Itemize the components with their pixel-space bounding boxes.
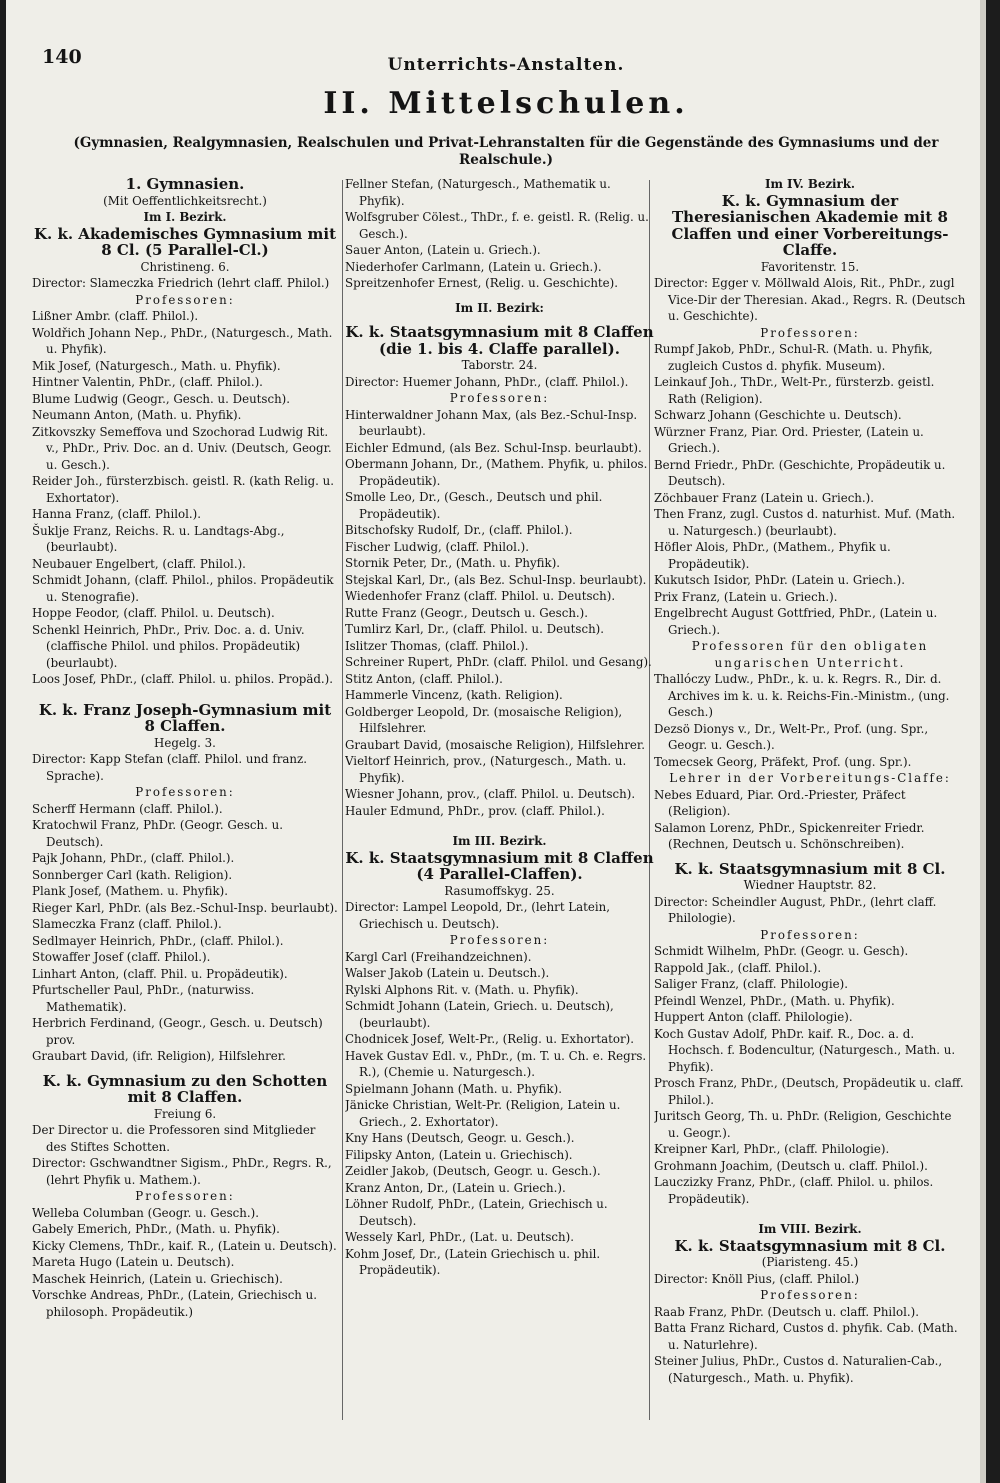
professor-list: [32, 801, 338, 1065]
spacer: [345, 819, 654, 833]
professor-list: [32, 308, 338, 688]
heading-note: (Mit Oeffentlichkeitsrecht.): [103, 193, 267, 208]
list-entry: Salamon Lorenz, PhDr., Spickenreiter Friedr. (Rechnen, Deutsch u. Schönschreiben).: [654, 820, 925, 851]
director: Director: Gschwandtner Sigism., PhDr., Regrs. R., (lehrt Phyfik u. Mathem.).: [32, 1156, 332, 1187]
school-title: K. k. Staatsgymnasium mit 8 Cl.: [674, 1236, 946, 1255]
district-heading: Im IV. Bezirk.: [764, 177, 856, 191]
list-entry: Schmidt Wilhelm, PhDr. (Geogr. u. Gesch).: [654, 944, 909, 958]
list-entry: Wiesner Johann, prov., (claff. Philol. u. Deutsch).: [345, 787, 636, 801]
list-entry: Obermann Johann, Dr., (Mathem. Phyfik, u. philos. Propädeutik).: [345, 457, 648, 488]
list-entry: Hinterwaldner Johann Max, (als Bez.-Schul-Insp. beurlaubt).: [345, 407, 638, 438]
list-entry: Sauer Anton, (Latein u. Griech.).: [345, 243, 541, 257]
list-entry: Prix Franz, (Latein u. Griech.).: [654, 589, 838, 604]
list-entry: Bernd Friedr., PhDr. (Geschichte, Propädeutik u. Deutsch).: [654, 457, 946, 488]
list-entry: Würzner Franz, Piar. Ord. Priester, (Latein u. Griech.).: [654, 424, 924, 455]
school-address: Favoritenstr. 15.: [760, 259, 860, 274]
list-entry: Schwarz Johann (Geschichte u. Deutsch).: [654, 408, 902, 422]
school-address: Hegelg. 3.: [154, 735, 216, 750]
list-entry: Hammerle Vincenz, (kath. Religion).: [345, 688, 563, 702]
list-entry: Blume Ludwig (Geogr., Gesch. u. Deutsch).: [32, 391, 291, 406]
list-entry: Graubart David, (mosaische Religion), Hilfslehrer.: [345, 737, 645, 752]
list-entry: Stitz Anton, (claff. Philol.).: [345, 671, 503, 686]
professor-list: [32, 1205, 338, 1321]
list-entry: Fischer Ludwig, (claff. Philol.).: [345, 539, 530, 554]
list-entry: Engelbrecht August Gottfried, PhDr., (Latein u. Griech.).: [654, 606, 938, 637]
list-entry: Rieger Karl, PhDr. (als Bez.-Schul-Insp. beurlaubt).: [32, 900, 338, 915]
spacer: [654, 1207, 966, 1221]
list-entry: Schmidt Johann, (claff. Philol., philos. Propädeutik u. Stenografie).: [32, 573, 334, 604]
school-title: K. k. Staatsgymnasium mit 8 Cl.: [674, 859, 946, 878]
page-number: 140: [42, 46, 82, 68]
school-title: K. k. Staatsgymnasium mit 8 Claffen (4 Parallel-Claffen).: [345, 848, 654, 883]
list-entry: Zeidler Jakob, (Deutsch, Geogr. u. Gesch.).: [345, 1164, 601, 1178]
column-1: [32, 176, 338, 1320]
director: Director: Slameczka Friedrich (lehrt claff. Philol.): [32, 276, 330, 290]
director: Director: Egger v. Möllwald Alois, Rit., PhDr., zugl Vice-Dir der Theresian. Akad., Regrs. R. (Deutsch u. Geschichte).: [654, 276, 966, 323]
list-entry: Wiedenhofer Franz (claff. Philol. u. Deutsch).: [345, 589, 616, 603]
list-entry: Spreitzenhofer Ernest, (Relig. u. Geschichte).: [345, 276, 618, 290]
list-entry: Hanna Franz, (claff. Philol.).: [32, 507, 202, 521]
list-entry: Gabely Emerich, PhDr., (Math. u. Phyfik).: [32, 1222, 280, 1236]
spacer: [32, 688, 338, 702]
preparatory-teachers-label: Lehrer in der Vorbereitungs-Claffe:: [669, 771, 951, 785]
column-2: [345, 176, 654, 1279]
district-heading: Im VIII. Bezirk.: [758, 1222, 862, 1236]
list-entry: Steiner Julius, PhDr., Custos d. Naturalien-Cab., (Naturgesch., Math. u. Phyfik).: [654, 1354, 943, 1385]
list-entry: Vorschke Andreas, PhDr., (Latein, Griechisch u. philosoph. Propädeutik.): [32, 1288, 317, 1319]
list-entry: Lißner Ambr. (claff. Philol.).: [32, 309, 199, 323]
hungarian-professors-label: Professoren für den obligaten ungarischen Unterricht.: [691, 639, 929, 670]
director: Director: Scheindler August, PhDr., (lehrt claff. Philologie).: [654, 894, 937, 925]
school-title: K. k. Franz Joseph-Gymnasium mit 8 Claffen.: [38, 700, 332, 735]
professor-list: [654, 671, 966, 770]
list-entry: Neumann Anton, (Math. u. Phyfik).: [32, 408, 242, 422]
list-entry: Rylski Alphons Rit. v. (Math. u. Phyfik).: [345, 982, 579, 997]
professors-label: Professoren:: [760, 927, 860, 942]
list-entry: Hoppe Feodor, (claff. Philol. u. Deutsch).: [32, 606, 275, 620]
list-entry: Thallóczy Ludw., PhDr., k. u. k. Regrs. R., Dir. d. Archives im k. u. k. Reichs-Fin.-Ministm., (ung. Gesch.): [654, 672, 950, 719]
heading: 1. Gymnasien.: [125, 176, 245, 193]
list-entry: Havek Gustav Edl. v., PhDr., (m. T. u. Ch. e. Regrs. R.), (Chemie u. Naturgesch.).: [345, 1048, 647, 1079]
list-entry: Tumlirz Karl, Dr., (claff. Philol. u. Deutsch).: [345, 622, 605, 636]
list-entry: Niederhofer Carlmann, (Latein u. Griech.).: [345, 259, 602, 274]
list-entry: Zöchbauer Franz (Latein u. Griech.).: [654, 490, 875, 505]
school-address: Freiung 6.: [153, 1106, 217, 1121]
professor-list: [654, 943, 966, 1207]
list-entry: Kargl Carl (Freihandzeichnen).: [345, 949, 532, 964]
school-address: Rasumoffskyg. 25.: [444, 883, 555, 898]
list-entry: Nebes Eduard, Piar. Ord.-Priester, Präfect (Religion).: [654, 787, 906, 818]
list-entry: Loos Josef, PhDr., (claff. Philol. u. philos. Propäd.).: [32, 672, 334, 686]
school-title: K. k. Staatsgymnasium mit 8 Claffen (die 1. bis 4. Claffe parallel).: [345, 323, 654, 358]
professor-list: [654, 1304, 966, 1387]
list-entry: Rumpf Jakob, PhDr., Schul-R. (Math. u. Phyfik, zugleich Custos d. phyfik. Museum).: [654, 342, 933, 373]
professors-label: Professoren:: [449, 933, 550, 947]
list-entry: Löhner Rudolf, PhDr., (Latein, Griechisch u. Deutsch).: [345, 1197, 608, 1228]
list-entry: Stornik Peter, Dr., (Math. u. Phyfik).: [345, 556, 561, 570]
list-entry: Rutte Franz (Geogr., Deutsch u. Gesch.).: [345, 605, 589, 620]
list-entry: Linhart Anton, (claff. Phil. u. Propädeutik).: [32, 966, 288, 981]
list-entry: Dezsö Dionys v., Dr., Welt-Pr., Prof. (ung. Spr., Geogr. u. Gesch.).: [654, 721, 929, 752]
school-address: Wiedner Hauptstr. 82.: [743, 878, 877, 892]
list-entry: Wessely Karl, PhDr., (Lat. u. Deutsch).: [345, 1230, 574, 1244]
column-divider: [342, 180, 343, 1420]
list-entry: Raab Franz, PhDr. (Deutsch u. claff. Philol.).: [654, 1304, 919, 1319]
list-entry: Batta Franz Richard, Custos d. phyfik. Cab. (Math. u. Naturlehre).: [654, 1321, 958, 1352]
list-entry: Herbrich Ferdinand, (Geogr., Gesch. u. Deutsch) prov.: [32, 1016, 323, 1047]
list-entry: Maschek Heinrich, (Latein u. Griechisch).: [32, 1271, 283, 1286]
list-entry: Eichler Edmund, (als Bez. Schul-Insp. beurlaubt).: [345, 440, 642, 455]
list-entry: Fellner Stefan, (Naturgesch., Mathematik u. Phyfik).: [345, 177, 611, 208]
list-entry: Huppert Anton (claff. Philologie).: [654, 1010, 853, 1024]
list-entry: Kratochwil Franz, PhDr. (Geogr. Gesch. u. Deutsch).: [32, 818, 283, 849]
professors-label: Professoren:: [135, 292, 235, 307]
list-entry: Rappold Jak., (claff. Philol.).: [654, 960, 822, 975]
school-title: K. k. Akademisches Gymnasium mit 8 Cl. (5 Parallel-Cl.): [33, 224, 337, 259]
professor-list: [654, 341, 966, 638]
section-subtitle: (Gymnasien, Realgymnasien, Realschulen und Privat-Lehranstalten für die Gegenstände des Gymnasiums und der Realschule.): [73, 135, 939, 168]
list-entry: Wolfsgruber Cölest., ThDr., f. e. geistl. R. (Relig. u. Gesch.).: [345, 210, 649, 241]
professor-list: [345, 949, 654, 1279]
list-entry: Spielmann Johann (Math. u. Phyfik).: [345, 1081, 562, 1096]
professors-label: Professoren:: [135, 1189, 235, 1203]
school-note: Der Director u. die Professoren sind Mitglieder des Stiftes Schotten.: [32, 1123, 316, 1154]
school-address: Taborstr. 24.: [461, 358, 538, 372]
list-entry: Woldřich Johann Nep., PhDr., (Naturgesch., Math. u. Phyfik).: [32, 325, 333, 356]
list-entry: Tomecsek Georg, Präfekt, Prof. (ung. Spr.).: [654, 754, 912, 769]
list-entry: Kranz Anton, Dr., (Latein u. Griech.).: [345, 1180, 566, 1195]
school-address: (Piaristeng. 45.): [761, 1255, 859, 1269]
list-entry: Filipsky Anton, (Latein u. Griechisch).: [345, 1147, 573, 1162]
list-entry: Sonnberger Carl (kath. Religion).: [32, 867, 233, 882]
column-3: [654, 176, 966, 1386]
list-entry: Kreipner Karl, PhDr., (claff. Philologie).: [654, 1142, 890, 1156]
list-entry: Neubauer Engelbert, (claff. Philol.).: [32, 556, 246, 571]
list-entry: Saliger Franz, (claff. Philologie).: [654, 977, 848, 991]
list-entry: Hauler Edmund, PhDr., prov. (claff. Philol.).: [345, 803, 605, 818]
list-entry: Welleba Columban (Geogr. u. Gesch.).: [32, 1205, 259, 1220]
school-title: K. k. Gymnasium der Theresianischen Akademie mit 8 Claffen und einer Vorbereitungs-Claffe.: [671, 191, 949, 259]
list-entry: Goldberger Leopold, Dr. (mosaische Religion), Hilfslehrer.: [345, 704, 623, 735]
section-title: II. Mittelschulen.: [323, 86, 689, 121]
list-entry: Leinkauf Joh., ThDr., Welt-Pr., fürsterzb. geistl. Rath (Religion).: [654, 375, 935, 406]
list-entry: Pfeindl Wenzel, PhDr., (Math. u. Phyfik).: [654, 993, 895, 1008]
list-entry: Schenkl Heinrich, PhDr., Priv. Doc. a. d. Univ. (claffische Philol. und philos. Propädeutik) (beurlaubt).: [32, 622, 305, 670]
director: Director: Lampel Leopold, Dr., (lehrt Latein, Griechisch u. Deutsch).: [345, 900, 611, 931]
list-entry: Plank Josef, (Mathem. u. Phyfik).: [32, 884, 228, 898]
list-entry: Schmidt Johann (Latein, Griech. u. Deutsch), (beurlaubt).: [345, 999, 614, 1030]
list-entry: Stowaffer Josef (claff. Philol.).: [32, 950, 211, 964]
list-entry: Bitschofsky Rudolf, Dr., (claff. Philol.).: [345, 523, 573, 537]
list-entry: Slameczka Franz (claff. Philol.).: [32, 917, 222, 931]
professors-label: Professoren:: [135, 785, 235, 799]
professors-label: Professoren:: [760, 325, 860, 340]
list-entry: Lauczizky Franz, PhDr., (claff. Philol. u. philos. Propädeutik).: [654, 1175, 934, 1206]
list-entry: Kny Hans (Deutsch, Geogr. u. Gesch.).: [345, 1131, 575, 1145]
director: Director: Knöll Pius, (claff. Philol.): [654, 1271, 860, 1286]
list-entry: Grohmann Joachim, (Deutsch u. claff. Philol.).: [654, 1158, 928, 1173]
list-entry: Zitkovszky Semeffova und Szochorad Ludwig Rit. v., PhDr., Priv. Doc. an d. Univ. (Deutsch, Geogr. u. Gesch.).: [32, 424, 332, 472]
list-entry: Kukutsch Isidor, PhDr. (Latein u. Griech.).: [654, 573, 905, 587]
list-entry: Vieltorf Heinrich, prov., (Naturgesch., Math. u. Phyfik).: [345, 754, 627, 785]
district-heading: Im II. Bezirk:: [455, 300, 544, 315]
list-entry: Reider Joh., fürsterzbisch. geistl. R. (kath Relig. u. Exhortator).: [32, 474, 334, 505]
director: Director: Kapp Stefan (claff. Philol. und franz. Sprache).: [32, 752, 307, 783]
list-entry: Scherff Hermann (claff. Philol.).: [32, 801, 223, 816]
spacer: [345, 292, 654, 300]
list-entry: Chodnicek Josef, Welt-Pr., (Relig. u. Exhortator).: [345, 1032, 634, 1046]
professors-label: Professoren:: [449, 391, 550, 405]
list-entry: Stejskal Karl, Dr., (als Bez. Schul-Insp. beurlaubt).: [345, 572, 647, 587]
list-entry: Kicky Clemens, ThDr., kaif. R., (Latein u. Deutsch).: [32, 1238, 337, 1253]
list-entry: Then Franz, zugl. Custos d. naturhist. Muf. (Math. u. Naturgesch.) (beurlaubt).: [654, 507, 956, 538]
school-title: K. k. Gymnasium zu den Schotten mit 8 Claffen.: [42, 1071, 328, 1106]
district-heading: Im I. Bezirk.: [143, 210, 227, 224]
running-head: Unterrichts-Anstalten.: [387, 55, 625, 75]
list-entry: Sedlmayer Heinrich, PhDr., (claff. Philol.).: [32, 933, 284, 948]
list-entry: Koch Gustav Adolf, PhDr. kaif. R., Doc. a. d. Hochsch. f. Bodencultur, (Naturgesch., Math. u. Phyfik).: [654, 1026, 956, 1074]
list-entry: Prosch Franz, PhDr., (Deutsch, Propädeutik u. claff. Philol.).: [654, 1076, 964, 1107]
director: Director: Huemer Johann, PhDr., (claff. Philol.).: [345, 374, 629, 389]
list-entry: Smolle Leo, Dr., (Gesch., Deutsch und phil. Propädeutik).: [345, 490, 603, 521]
teacher-list: [654, 787, 966, 853]
list-entry: Islitzer Thomas, (claff. Philol.).: [345, 638, 529, 653]
list-entry: Pfurtscheller Paul, PhDr., (naturwiss. Mathematik).: [32, 983, 255, 1014]
district-heading: Im III. Bezirk.: [452, 834, 547, 848]
professors-label: Professoren:: [760, 1288, 860, 1302]
list-entry: Walser Jakob (Latein u. Deutsch.).: [345, 966, 550, 980]
list-entry: Pajk Johann, PhDr., (claff. Philol.).: [32, 851, 235, 865]
list-entry: Juritsch Georg, Th. u. PhDr. (Religion, Geschichte u. Geogr.).: [654, 1109, 952, 1140]
list-entry: Hintner Valentin, PhDr., (claff. Philol.).: [32, 375, 263, 389]
list-entry: Mareta Hugo (Latein u. Deutsch).: [32, 1255, 235, 1269]
school-address: Christineng. 6.: [140, 259, 230, 274]
list-entry: Schreiner Rupert, PhDr. (claff. Philol. und Gesang).: [345, 655, 652, 669]
list-entry: Kohm Josef, Dr., (Latein Griechisch u. phil. Propädeutik).: [345, 1246, 601, 1277]
list-entry: Graubart David, (ifr. Religion), Hilfslehrer.: [32, 1049, 286, 1063]
professor-list: [345, 407, 654, 820]
list-entry: Höfler Alois, PhDr., (Mathem., Phyfik u. Propädeutik).: [654, 540, 891, 571]
list-entry: Jänicke Christian, Welt-Pr. (Religion, Latein u. Griech., 2. Exhortator).: [345, 1098, 621, 1129]
professor-list: [345, 176, 654, 292]
list-entry: Mik Josef, (Naturgesch., Math. u. Phyfik).: [32, 358, 281, 373]
list-entry: Šuklje Franz, Reichs. R. u. Landtags-Abg., (beurlaubt).: [32, 523, 285, 554]
document-page: [6, 0, 986, 1483]
